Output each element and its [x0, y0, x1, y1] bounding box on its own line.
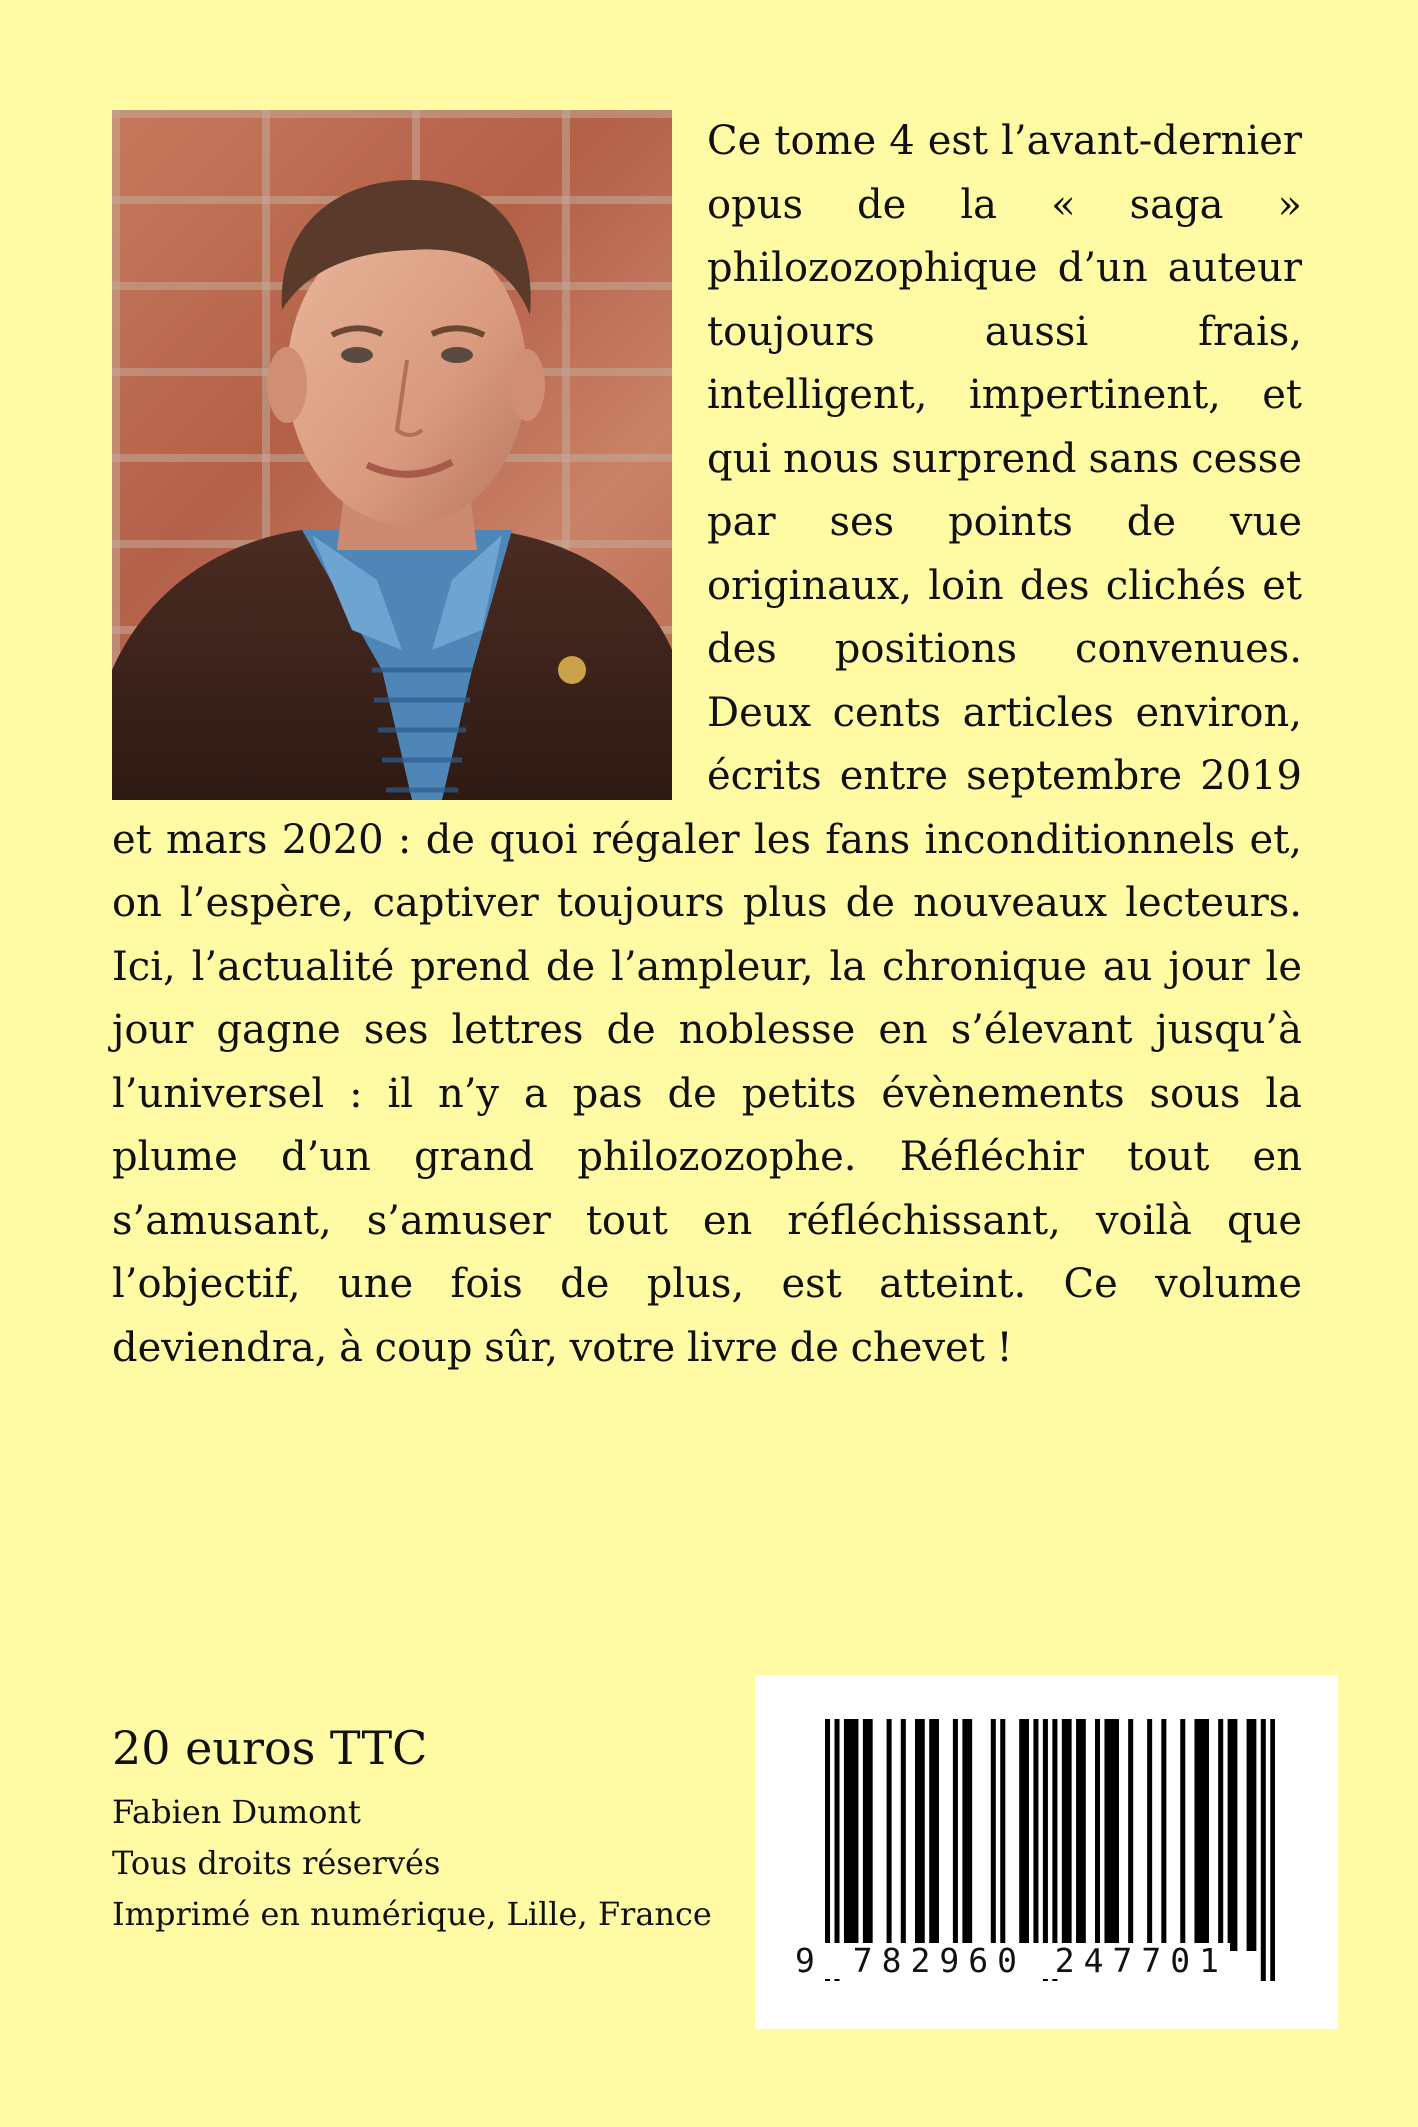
- back-cover-text-block: [112, 110, 1302, 1380]
- barcode-bar: [1062, 1719, 1067, 1951]
- barcode-bar: [1067, 1719, 1072, 1951]
- barcode-bar: [1261, 1719, 1266, 1981]
- barcode-bar: [1114, 1719, 1119, 1951]
- barcode-bar: [887, 1719, 892, 1951]
- barcode-bar: [1194, 1719, 1199, 1951]
- barcode-bar: [1033, 1719, 1038, 1951]
- barcode-bar: [1180, 1719, 1185, 1951]
- barcode-bar: [953, 1719, 958, 1951]
- barcode-bar: [844, 1719, 849, 1951]
- barcode-bar: [920, 1719, 925, 1951]
- barcode-bar: [1104, 1719, 1109, 1951]
- barcode-bar: [1024, 1719, 1029, 1951]
- barcode-bar: [1232, 1719, 1237, 1951]
- barcode-bar: [1109, 1719, 1114, 1951]
- barcode-number: [793, 1943, 1303, 1979]
- rights-notice: Tous droits réservés: [112, 1844, 441, 1882]
- barcode-digits: 9 782960 247701: [795, 1941, 1229, 1980]
- price: 20 euros TTC: [112, 1721, 428, 1775]
- barcode-bar: [929, 1719, 934, 1951]
- barcode-bar: [1095, 1719, 1100, 1951]
- barcode-bar: [1081, 1719, 1086, 1951]
- barcode-bar: [1228, 1719, 1233, 1951]
- barcode-bar: [934, 1719, 939, 1951]
- author-portrait-image: [112, 110, 672, 800]
- author-portrait: [112, 110, 672, 800]
- barcode-bar: [1204, 1719, 1209, 1951]
- barcode-bar: [1251, 1719, 1256, 1951]
- barcode-bar: [1161, 1719, 1166, 1951]
- barcode-bar: [962, 1719, 967, 1951]
- barcode-bar: [849, 1719, 854, 1951]
- barcode-bar: [967, 1719, 972, 1951]
- isbn-barcode: [755, 1675, 1338, 2029]
- barcode-bar: [1147, 1719, 1152, 1951]
- author-name: Fabien Dumont: [112, 1793, 361, 1831]
- print-location: Imprimé en numérique, Lille, France: [112, 1895, 712, 1933]
- barcode-bar: [1076, 1719, 1081, 1951]
- book-blurb: Ce tome 4 est l’avant-dernier opus de la « saga » philozozophique d’un auteur toujours aussi frais, intelligent, impertinent, et qui nous surprend sans cesse par ses points de vue originaux, loin des clichés et des positions convenues. Deux cents articles environ, écrits entre septembre 2019 et mars 2020 : de quoi régaler les fans inconditionnels et, on l’espère, captiver toujours plus de nouveaux lecteurs. Ici, l’actualité prend de l’ampleur, la chronique au jour le jour gagne ses lettres de noblesse en s’élevant jusqu’à l’universel : il n’y a pas de petits évènements sous la plume d’un grand philozozophe. Réfléchir tout en s’amusant, s’amuser tout en réfléchissant, voilà que l’objectif, une fois de plus, est atteint. Ce volume deviendra, à coup sûr, votre livre de chevet !: [112, 118, 1302, 1371]
- barcode-bar: [901, 1719, 906, 1951]
- barcode-bar: [1270, 1719, 1275, 1981]
- barcode-bar: [915, 1719, 920, 1951]
- barcode-bar: [1000, 1719, 1005, 1951]
- barcode-bar: [1019, 1719, 1024, 1951]
- barcode-bar: [868, 1719, 873, 1951]
- barcode-bar: [1199, 1719, 1204, 1951]
- barcode-bar: [1128, 1719, 1133, 1951]
- barcode-bar: [1218, 1719, 1223, 1951]
- barcode-bar: [1247, 1719, 1252, 1951]
- barcode-bar: [853, 1719, 858, 1951]
- barcode-bar: [863, 1719, 868, 1951]
- barcode-bar: [991, 1719, 996, 1951]
